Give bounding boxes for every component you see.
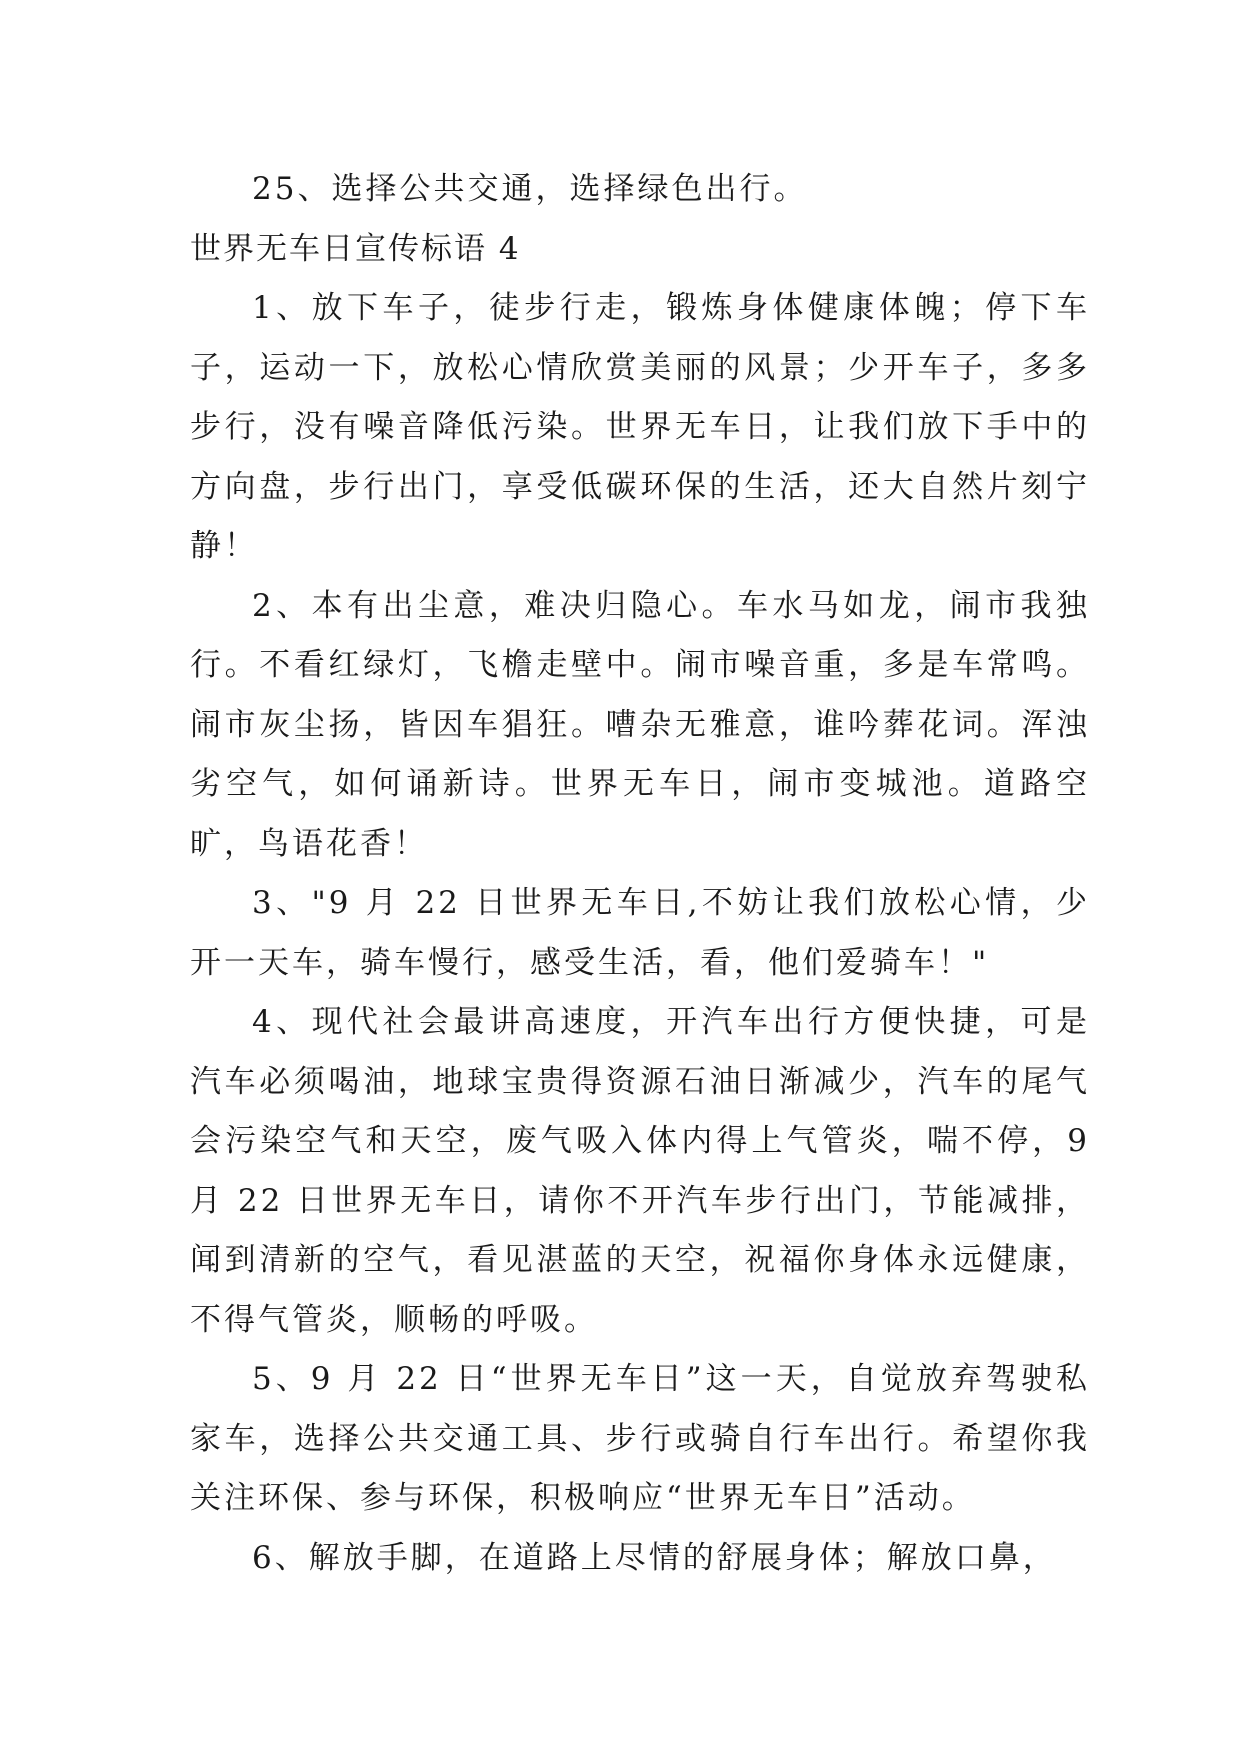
section-title: 世界无车日宣传标语 4 [190, 230, 521, 267]
document-body [190, 160, 1090, 1588]
paragraph-4: 4、现代社会最讲高速度，开汽车出行方便快捷，可是汽车必须喝油，地球宝贵得资源石油日渐减少，汽车的尾气会污染空气和天空，废气吸入体内得上气管炎，喘不停，9 月 22 日世界无车日，请你不开汽车步行出门，节能减排，闻到清新的空气，看见湛蓝的天空，祝福你身体永远健康，不得气管炎，顺畅的呼吸。 [190, 1004, 1090, 1338]
paragraph-6: 6、解放手脚，在道路上尽情的舒展身体；解放口鼻， [252, 1539, 1057, 1576]
list-item-25: 25、选择公共交通，选择绿色出行。 [252, 171, 808, 207]
paragraph-1: 1、放下车子，徒步行走，锻炼身体健康体魄；停下车子，运动一下，放松心情欣赏美丽的风景；少开车子，多多步行，没有噪音降低污染。世界无车日，让我们放下手中的方向盘，步行出门，享受低碳环保的生活，还大自然片刻宁静！ [190, 290, 1090, 564]
paragraph-2: 2、本有出尘意，难决归隐心。车水马如龙，闹市我独行。不看红绿灯，飞檐走壁中。闹市噪音重，多是车常鸣。闹市灰尘扬，皆因车猖狂。嘈杂无雅意，谁吟葬花词。浑浊劣空气，如何诵新诗。世界无车日，闹市变城池。道路空旷，鸟语花香！ [190, 587, 1090, 862]
paragraph-3: 3、"9 月 22 日世界无车日,不妨让我们放松心情，少开一天车，骑车慢行，感受生活，看，他们爱骑车！" [190, 885, 1090, 981]
paragraph-5: 5、9 月 22 日“世界无车日”这一天，自觉放弃驾驶私家车，选择公共交通工具、步行或骑自行车出行。希望你我关注环保、参与环保，积极响应“世界无车日”活动。 [190, 1361, 1090, 1516]
